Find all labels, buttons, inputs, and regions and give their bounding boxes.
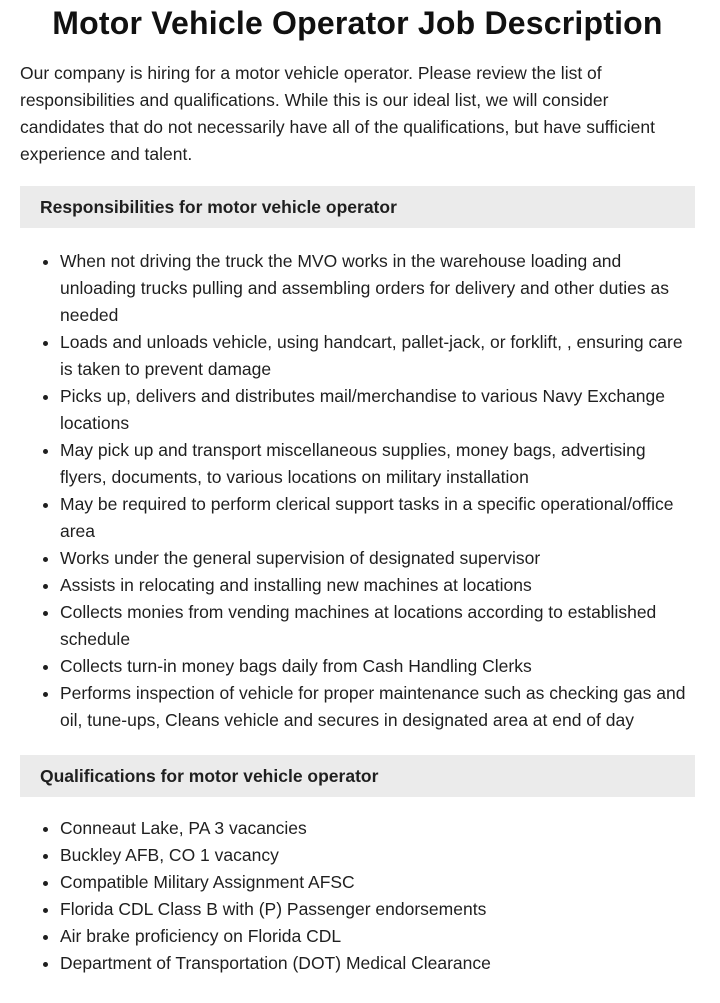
responsibilities-heading: Responsibilities for motor vehicle operator — [20, 186, 695, 228]
list-item: • Loads and unloads vehicle, using handcart, pallet-jack, or forklift, , ensuring care is taken to prevent damage — [60, 329, 695, 383]
list-item: • May pick up and transport miscellaneous supplies, money bags, advertising flyers, documents, to various locations on military installation — [60, 437, 695, 491]
responsibilities-list — [20, 248, 695, 734]
list-item: • Buckley AFB, CO 1 vacancy — [60, 842, 695, 869]
list-item: • Performs inspection of vehicle for proper maintenance such as checking gas and oil, tune-ups, Cleans vehicle and secures in designated area at end of day — [60, 680, 695, 734]
list-item: • May be required to perform clerical support tasks in a specific operational/office area — [60, 491, 695, 545]
list-item: • Compatible Military Assignment AFSC — [60, 869, 695, 896]
job-description-page — [20, 0, 695, 977]
qualifications-list — [20, 815, 695, 977]
page-title: Motor Vehicle Operator Job Description — [52, 5, 663, 41]
list-item: • Collects turn-in money bags daily from Cash Handling Clerks — [60, 653, 695, 680]
list-item: • Conneaut Lake, PA 3 vacancies — [60, 815, 695, 842]
list-item: • Picks up, delivers and distributes mail/merchandise to various Navy Exchange locations — [60, 383, 695, 437]
intro-paragraph: Our company is hiring for a motor vehicle operator. Please review the list of responsibilities and qualifications. While this is our ideal list, we will consider candidates that do not necessarily have all of the qualifications, but have sufficient experience and talent. — [20, 63, 655, 164]
list-item: • When not driving the truck the MVO works in the warehouse loading and unloading trucks pulling and assembling orders for delivery and other duties as needed — [60, 248, 695, 329]
list-item: • Florida CDL Class B with (P) Passenger endorsements — [60, 896, 695, 923]
qualifications-heading: Qualifications for motor vehicle operator — [20, 755, 695, 797]
list-item: • Department of Transportation (DOT) Medical Clearance — [60, 950, 695, 977]
list-item: • Works under the general supervision of designated supervisor — [60, 545, 695, 572]
list-item: • Air brake proficiency on Florida CDL — [60, 923, 695, 950]
list-item: • Assists in relocating and installing new machines at locations — [60, 572, 695, 599]
list-item: • Collects monies from vending machines at locations according to established schedule — [60, 599, 695, 653]
